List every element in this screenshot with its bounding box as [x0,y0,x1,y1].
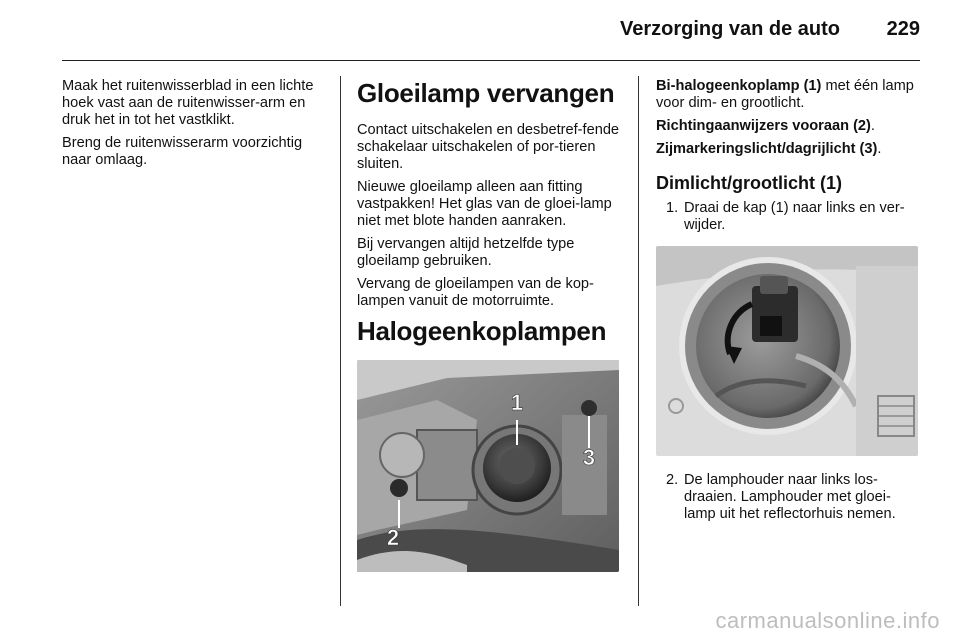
item-side-marker-end: . [877,141,882,157]
watermark: carmanualsonline.info [715,608,940,633]
paragraph-engine-bay: Vervang de gloeilampen van de kop-lampen vanuit de motorruimte. [357,276,594,309]
heading-bulb-replace: Gloeilamp vervangen [357,78,615,108]
column-3 [656,78,922,527]
callout-3: 3 [582,445,596,470]
item-side-marker-label: Zijmarkeringslicht/dagrijlicht (3) [656,141,878,157]
column-2 [357,78,623,572]
steps-list [656,200,922,234]
bulb-holder-illustration [656,246,918,456]
item-bi-halogen [656,78,922,112]
callout-1: 1 [510,390,524,415]
steps-list-continued [656,472,922,523]
callout-2: 2 [386,525,400,550]
step-2-text: De lamphouder naar links los-draaien. Lamphouder met gloei-lamp uit het reflectorhuis nemen. [684,472,896,522]
page-number: 229 [886,18,920,40]
headlamp-photo [357,360,619,572]
item-turn-signals-end: . [870,118,875,134]
paragraph-wiper-attach: Maak het ruitenwisserblad in een lichte hoek vast aan de ruitenwisser-arm en druk het in tot het vastklikt. [62,78,314,128]
column-divider-1 [340,76,341,606]
item-turn-signals-label: Richtingaanwijzers vooraan (2) [656,118,871,134]
item-side-marker [656,141,922,158]
heading-halogen-headlamps: Halogeenkoplampen [357,316,607,346]
bulb-holder-photo [656,246,918,456]
paragraph-same-type: Bij vervangen altijd hetzelfde type gloeilamp gebruiken. [357,236,575,269]
step-1 [656,200,922,234]
column-divider-2 [638,76,639,606]
heading-low-high-beam: Dimlicht/grootlicht (1) [656,173,842,193]
item-bi-halogen-label: Bi-halogeenkoplamp (1) [656,78,822,94]
paragraph-wiper-lower: Breng de ruitenwisserarm voorzichtig naar omlaag. [62,135,303,168]
step-1-number: 1. [666,200,679,216]
item-bi-halogen-text: met één lamp voor dim- en grootlicht. [656,78,914,111]
item-turn-signals [656,118,922,135]
step-2 [656,472,922,523]
header-divider [62,60,920,61]
column-1 [62,78,324,175]
step-2-number: 2. [666,472,679,488]
headlamp-illustration [357,360,619,572]
step-1-text: Draai de kap (1) naar links en ver-wijder. [684,200,905,233]
section-title: Verzorging van de auto [619,18,840,40]
paragraph-ignition-off: Contact uitschakelen en desbetref-fende schakelaar uitschakelen of por-tieren sluiten. [357,122,620,172]
page-header [0,0,960,62]
paragraph-hold-fitting: Nieuwe gloeilamp alleen aan fitting vastpakken! Het glas van de gloei-lamp niet met blote handen aanraken. [357,179,612,229]
